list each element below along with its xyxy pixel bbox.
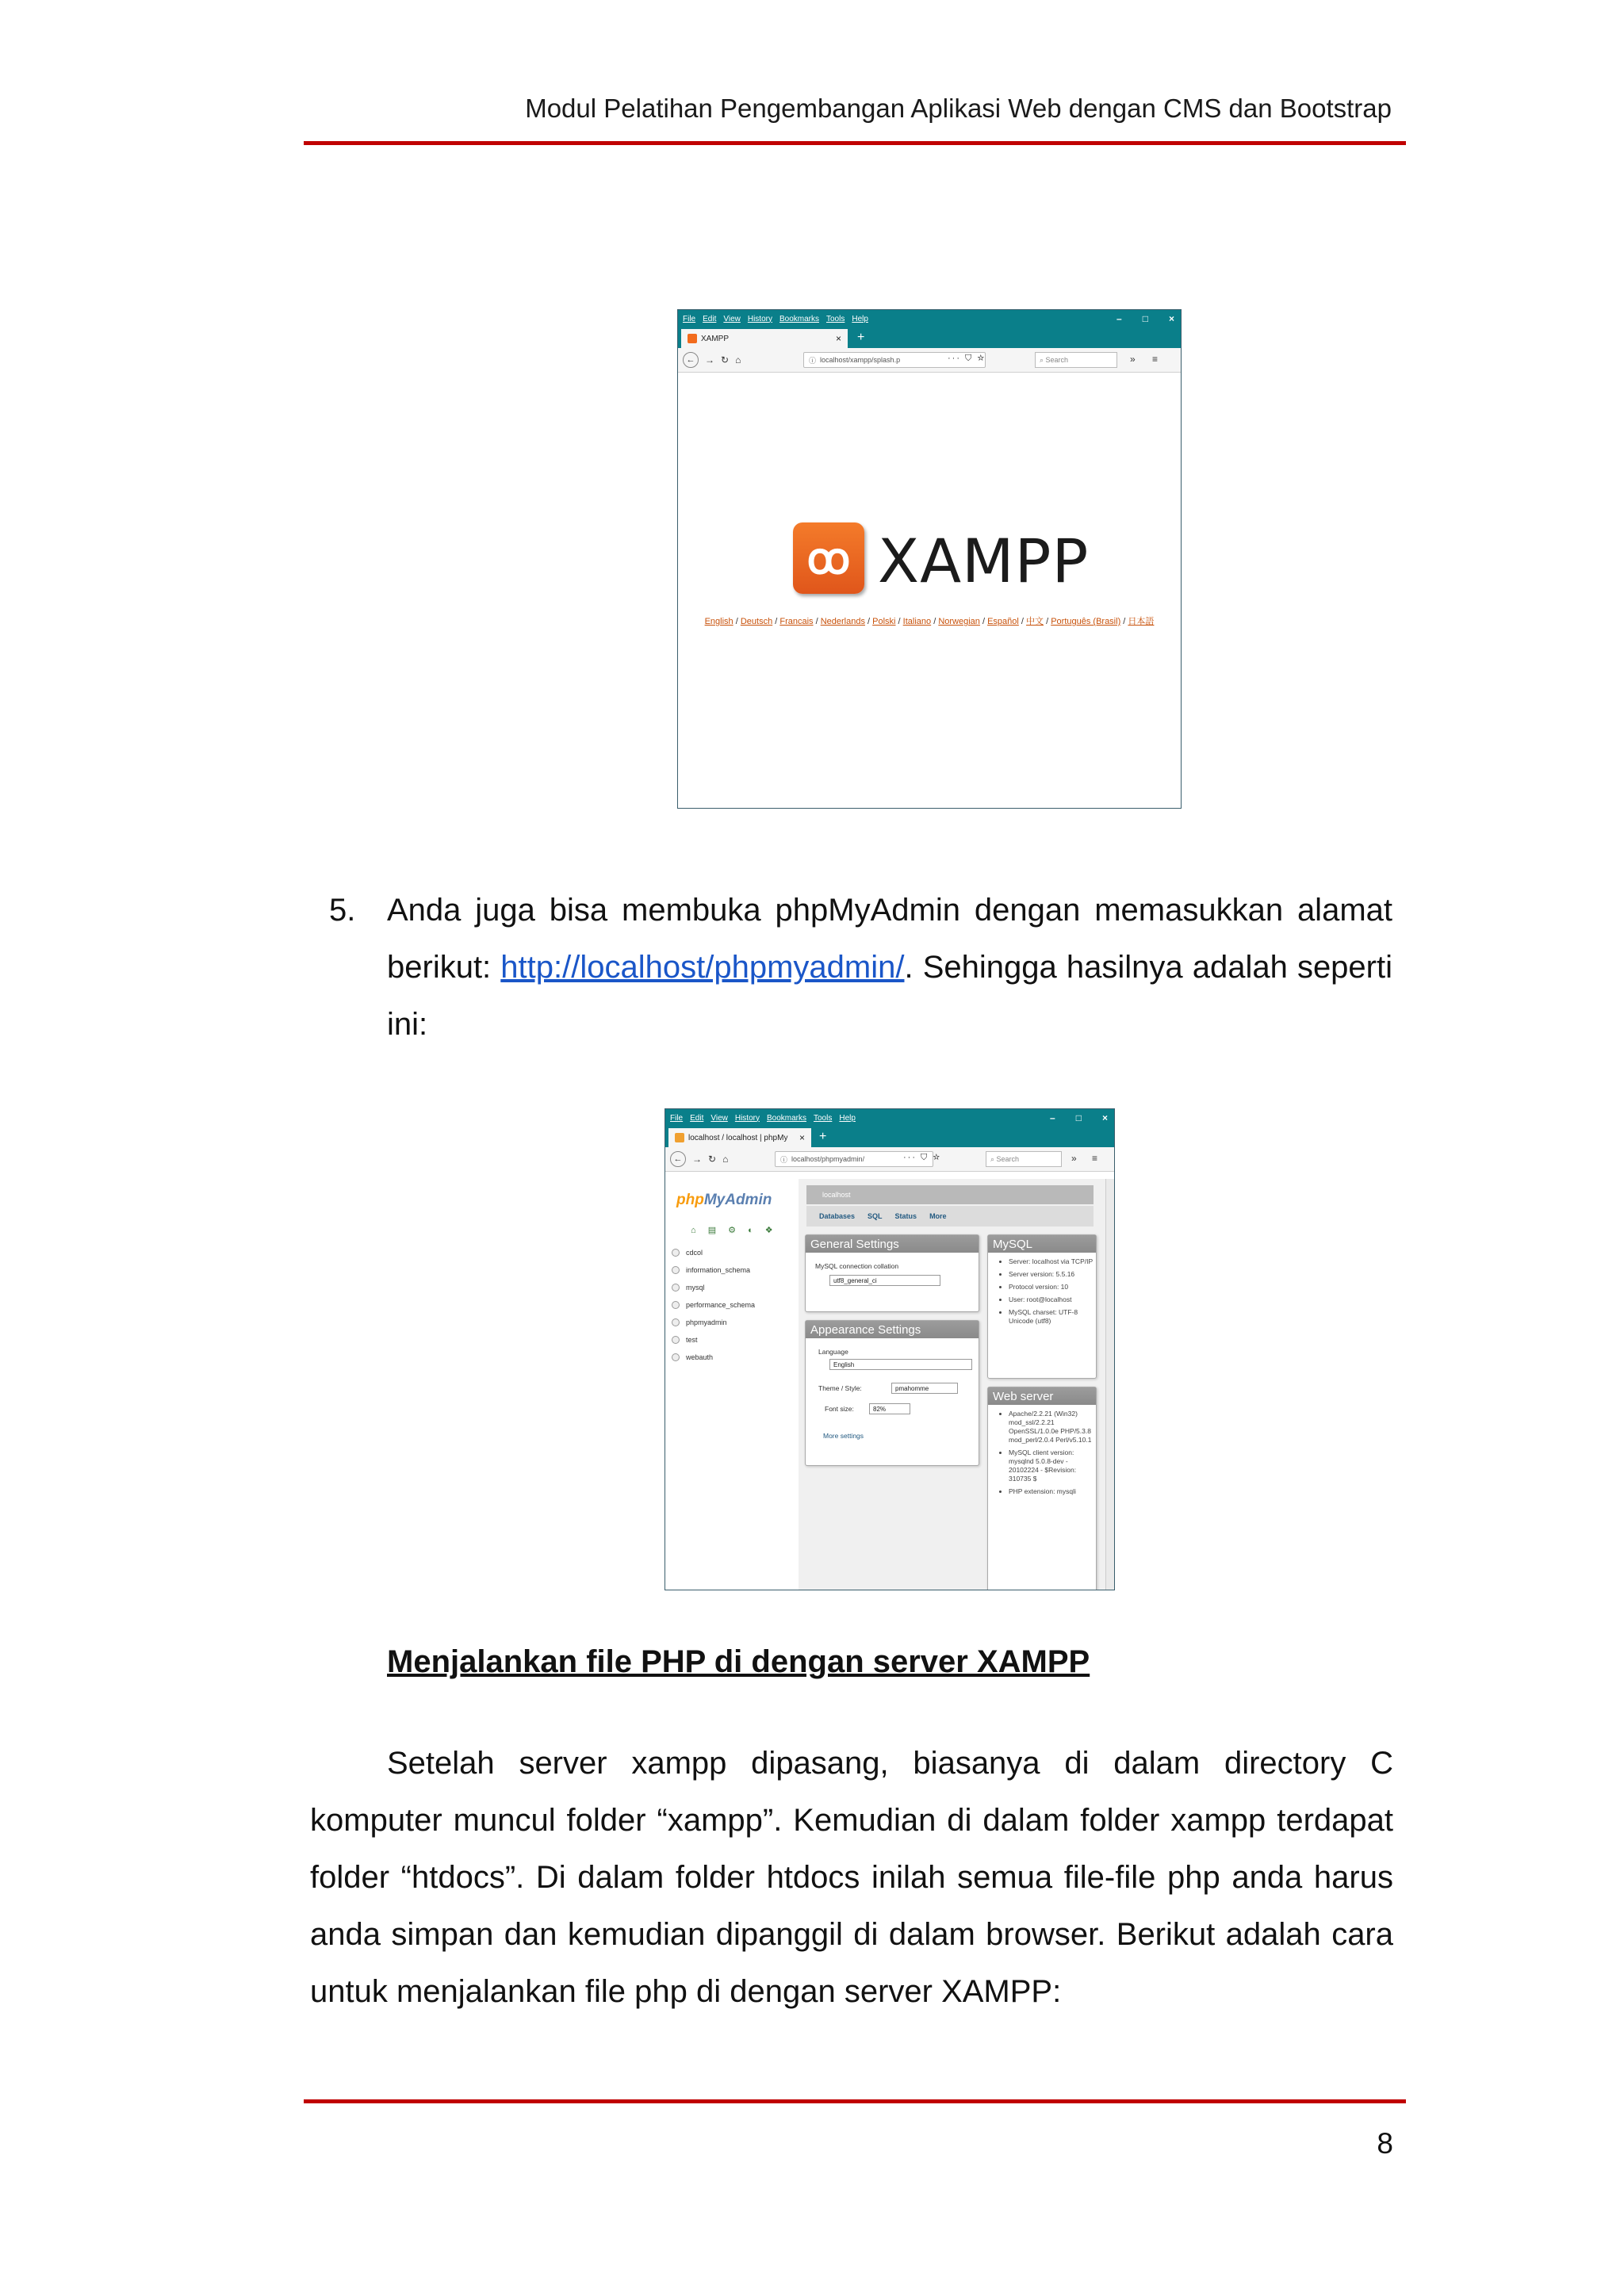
tab-status[interactable]: Status: [894, 1212, 917, 1220]
language-link[interactable]: Norwegian: [938, 617, 980, 626]
language-label: Language: [818, 1348, 848, 1356]
appearance-settings-title: Appearance Settings: [806, 1321, 979, 1338]
database-item[interactable]: [672, 1244, 755, 1261]
forward-icon[interactable]: →: [692, 1154, 702, 1165]
webserver-panel-title: Web server: [988, 1387, 1096, 1405]
language-link[interactable]: Polski: [872, 617, 896, 626]
overflow-icon[interactable]: »: [1071, 1153, 1077, 1164]
collation-label: MySQL connection collation: [815, 1262, 899, 1270]
list-item-text-before: Anda juga bisa membuka phpMyAdmin dengan memasukkan alamat berikut:: [387, 893, 1392, 985]
database-icon: [672, 1353, 680, 1361]
page-actions-icon[interactable]: ··· ⛉ ☆: [948, 354, 986, 363]
language-separator: /: [772, 617, 780, 626]
list-item: • MySQL client version: mysqlnd 5.0.8-dev - 20102224 - $Revision: 310735 $: [1009, 1448, 1096, 1483]
menu-tools[interactable]: Tools: [826, 314, 845, 323]
new-tab-icon[interactable]: +: [819, 1130, 827, 1143]
list-item: • Apache/2.2.21 (Win32) mod_ssl/2.2.21 OpenSSL/1.0.0e PHP/5.3.8 mod_perl/2.0.4 Perl/v5.10.1: [1009, 1410, 1096, 1445]
webserver-info-panel: [987, 1387, 1097, 1590]
list-item: • Server: localhost via TCP/IP: [1009, 1257, 1096, 1266]
search-input[interactable]: [1035, 352, 1117, 368]
database-item[interactable]: [672, 1261, 755, 1279]
language-links: [684, 615, 1174, 629]
database-icon: [672, 1318, 680, 1326]
menu-bookmarks[interactable]: Bookmarks: [779, 314, 819, 323]
xampp-favicon-icon: [688, 334, 697, 343]
tab-title-2: localhost / localhost | phpMy: [688, 1133, 788, 1142]
language-link[interactable]: Francais: [779, 617, 814, 626]
xampp-wordmark: XAMPP: [878, 526, 1090, 596]
body-paragraph: Setelah server xampp dipasang, biasanya di dalam directory C komputer muncul folder “xampp”. Kemudian di dalam folder xampp terdapat folder “htdocs”. Di dalam folder htdocs inilah semua file-file php anda harus anda simpan dan kemudian dipanggil di dalam browser. Berikut adalah cara untuk menjalankan file php di dengan server XAMPP:: [310, 1746, 1393, 2009]
database-item[interactable]: [672, 1296, 755, 1314]
webserver-info-list: [988, 1405, 1096, 1496]
back-icon[interactable]: ←: [683, 352, 699, 368]
menu-view[interactable]: View: [723, 314, 741, 323]
theme-select[interactable]: pmahomme: [891, 1383, 958, 1394]
language-separator: /: [864, 617, 873, 626]
forward-icon[interactable]: →: [705, 354, 714, 365]
database-name: cdcol: [686, 1249, 703, 1257]
logo-myadmin: MyAdmin: [703, 1192, 772, 1208]
pma-favicon-icon: [675, 1133, 684, 1142]
browser-navbar: [678, 348, 1181, 373]
database-item[interactable]: [672, 1279, 755, 1296]
menu-bookmarks-2[interactable]: Bookmarks: [766, 1113, 806, 1123]
menu-view-2[interactable]: View: [710, 1113, 728, 1123]
search-placeholder: Search: [1045, 356, 1069, 364]
language-link[interactable]: Italiano: [902, 617, 932, 626]
info-icon: ⓘ: [809, 356, 817, 365]
menu-file[interactable]: File: [683, 314, 696, 323]
language-separator: /: [733, 617, 741, 626]
general-settings-panel: [805, 1234, 979, 1312]
reload-icon[interactable]: ↻: [708, 1154, 717, 1165]
menu-history[interactable]: History: [747, 314, 772, 323]
list-item-text: [387, 882, 1392, 1053]
language-link[interactable]: 中文: [1026, 617, 1044, 626]
general-settings-title: General Settings: [806, 1235, 979, 1253]
server-breadcrumb[interactable]: localhost: [806, 1185, 1094, 1204]
database-name: information_schema: [686, 1266, 751, 1274]
pma-navigation-panel: [665, 1179, 799, 1590]
vertical-scrollbar[interactable]: [1105, 1179, 1114, 1590]
tab-databases[interactable]: Databases: [819, 1212, 856, 1220]
close-window-icon[interactable]: ×: [1168, 313, 1174, 324]
language-separator: /: [979, 617, 988, 626]
list-item: • PHP extension: mysqli: [1009, 1487, 1096, 1496]
menu-edit[interactable]: Edit: [703, 314, 717, 323]
language-link[interactable]: Español: [987, 617, 1019, 626]
browser-tabbar: [678, 327, 1181, 348]
close-window-icon[interactable]: ×: [1101, 1112, 1108, 1123]
database-icon: [672, 1249, 680, 1257]
pma-nav-icons[interactable]: ⌂ ▤ ⚙ ◐ ❖: [691, 1226, 778, 1235]
header-rule: [304, 141, 1406, 145]
database-item[interactable]: [672, 1314, 755, 1331]
list-item: • MySQL charset: UTF-8 Unicode (utf8): [1009, 1308, 1096, 1326]
database-name: mysql: [686, 1284, 705, 1292]
hamburger-menu-icon[interactable]: ≡: [1092, 1153, 1098, 1164]
list-item: • Server version: 5.5.16: [1009, 1270, 1096, 1279]
tab-phpmyadmin[interactable]: [668, 1128, 811, 1147]
language-link[interactable]: English: [704, 617, 733, 626]
language-separator: /: [1044, 617, 1051, 626]
minimize-icon[interactable]: –: [1050, 1112, 1055, 1123]
search-input-2[interactable]: [986, 1151, 1062, 1167]
database-icon: [672, 1336, 680, 1344]
footer-rule: [304, 2099, 1406, 2103]
tab-more[interactable]: More: [929, 1212, 947, 1220]
mysql-panel-title: MySQL: [988, 1235, 1096, 1253]
pma-top-tabs: [806, 1206, 1094, 1226]
logo-php: php: [676, 1192, 704, 1208]
overflow-icon[interactable]: »: [1130, 354, 1136, 365]
xampp-logo-icon: [793, 522, 864, 594]
section-heading: Menjalankan file PHP di dengan server XAMPP: [387, 1644, 1090, 1679]
language-link[interactable]: Deutsch: [740, 617, 773, 626]
database-name: performance_schema: [686, 1301, 756, 1309]
phpmyadmin-logo: [676, 1192, 772, 1209]
database-name: webauth: [686, 1353, 714, 1361]
mysql-info-list: [988, 1253, 1096, 1326]
appearance-settings-panel: [805, 1320, 979, 1466]
language-separator: /: [931, 617, 939, 626]
browser-menubar-2: [665, 1109, 1114, 1127]
url-text: localhost/xampp/splash.p: [820, 356, 901, 364]
language-separator: /: [1018, 617, 1027, 626]
language-link[interactable]: 日本語: [1128, 617, 1155, 626]
language-select[interactable]: English: [829, 1359, 972, 1370]
new-tab-icon[interactable]: +: [857, 331, 865, 344]
font-size-label: Font size:: [825, 1405, 854, 1413]
maximize-icon[interactable]: □: [1075, 1112, 1082, 1123]
list-item-text-after: . Sehingga hasilnya adalah seperti ini:: [387, 950, 1392, 1042]
menu-help[interactable]: Help: [852, 314, 868, 323]
menu-tools-2[interactable]: Tools: [814, 1113, 833, 1123]
hamburger-menu-icon[interactable]: ≡: [1152, 354, 1159, 365]
menu-help-2[interactable]: Help: [839, 1113, 856, 1123]
browser-navbar-2: [665, 1147, 1114, 1172]
collation-select[interactable]: utf8_general_ci: [829, 1275, 940, 1286]
maximize-icon[interactable]: □: [1142, 313, 1148, 324]
language-separator: /: [813, 617, 821, 626]
database-name: phpmyadmin: [686, 1318, 727, 1326]
home-icon[interactable]: ⌂: [722, 1154, 729, 1165]
database-item[interactable]: [672, 1349, 755, 1366]
tab-xampp[interactable]: [681, 329, 848, 348]
menu-history-2[interactable]: History: [734, 1113, 760, 1123]
pma-main-panel: [799, 1179, 1114, 1590]
list-item: • User: root@localhost: [1009, 1295, 1096, 1304]
search-icon: ⌕: [1040, 355, 1046, 364]
page-number: 8: [1377, 2127, 1393, 2160]
reload-icon[interactable]: ↻: [721, 354, 730, 365]
home-icon[interactable]: ⌂: [735, 354, 741, 365]
more-settings-link[interactable]: More settings: [823, 1432, 864, 1440]
page-actions-icon[interactable]: ··· ⛉ ☆: [903, 1153, 942, 1162]
theme-label: Theme / Style:: [818, 1384, 862, 1392]
language-separator: /: [1120, 617, 1128, 626]
menu-file-2[interactable]: File: [670, 1113, 684, 1123]
tab-close-icon[interactable]: ×: [799, 1132, 805, 1143]
back-icon[interactable]: ←: [670, 1151, 686, 1167]
language-link[interactable]: Nederlands: [820, 617, 865, 626]
language-link[interactable]: Português (Brasil): [1051, 617, 1121, 626]
database-name: test: [686, 1336, 698, 1344]
list-item: • Protocol version: 10: [1009, 1283, 1096, 1292]
browser-tabbar-2: [665, 1127, 1114, 1147]
menu-edit-2[interactable]: Edit: [690, 1113, 704, 1123]
font-size-select[interactable]: 82%: [869, 1403, 910, 1414]
phpmyadmin-browser-screenshot: [665, 1108, 1115, 1590]
database-list: [672, 1244, 755, 1366]
language-separator: /: [895, 617, 903, 626]
xampp-browser-screenshot: [677, 309, 1182, 809]
list-item-number: 5.: [329, 893, 356, 928]
search-icon: ⌕: [990, 1154, 997, 1163]
minimize-icon[interactable]: –: [1116, 313, 1122, 324]
tab-close-icon[interactable]: ×: [835, 333, 841, 344]
search-placeholder-2: Search: [996, 1155, 1020, 1163]
page-header-title: Modul Pelatihan Pengembangan Aplikasi Web dengan CMS dan Bootstrap: [525, 94, 1392, 123]
database-icon: [672, 1284, 680, 1292]
tab-sql[interactable]: SQL: [868, 1212, 883, 1220]
database-item[interactable]: [672, 1331, 755, 1349]
url-text-2: localhost/phpmyadmin/: [791, 1155, 865, 1163]
mysql-info-panel: [987, 1234, 1097, 1379]
info-icon: ⓘ: [780, 1155, 788, 1164]
database-icon: [672, 1266, 680, 1274]
browser-menubar: [678, 310, 1181, 327]
tab-title: XAMPP: [701, 334, 730, 343]
database-icon: [672, 1301, 680, 1309]
phpmyadmin-link[interactable]: http://localhost/phpmyadmin/: [500, 950, 905, 985]
xampp-logo-glyph: ꝏ: [806, 534, 851, 583]
